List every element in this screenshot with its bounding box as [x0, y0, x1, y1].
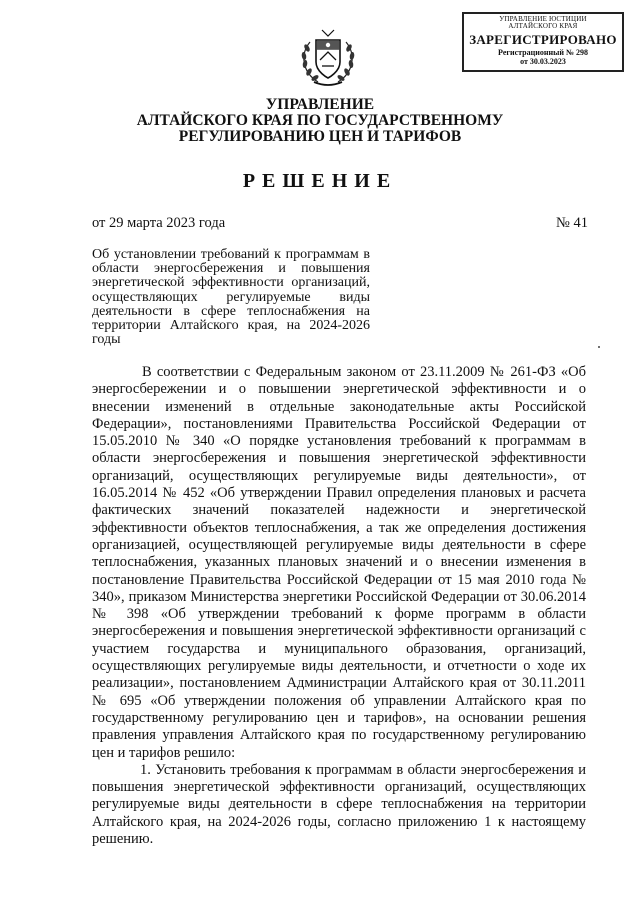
registration-stamp: [462, 12, 624, 72]
stamp-date: от 30.03.2023: [520, 57, 566, 66]
decision-item-1: 1. Установить требования к программам в области энергосбережения и повышения энергетической эффективности организаций, осуществляющих регулируемые виды деятельности в сфере теплоснабжения на территории Алтайского края, на 2024-2026 годы, согласно приложению 1 к настоящему решению.: [92, 761, 586, 848]
authority-line1: УПРАВЛЕНИЕ: [265, 96, 375, 113]
document-date: от 29 марта 2023 года: [92, 215, 226, 231]
stamp-org-line2: АЛТАЙСКОГО КРАЯ: [508, 22, 578, 30]
issuing-authority-title: [0, 97, 640, 145]
document-type-heading: РЕШЕНИЕ: [242, 170, 398, 192]
document-number: № 41: [556, 215, 588, 231]
authority-line3: РЕГУЛИРОВАНИЮ ЦЕН И ТАРИФОВ: [178, 128, 462, 145]
authority-line2: АЛТАЙСКОГО КРАЯ ПО ГОСУДАРСТВЕННОМУ: [136, 112, 504, 129]
stamp-org-line1: УПРАВЛЕНИЕ ЮСТИЦИИ: [499, 15, 587, 23]
stamp-title: ЗАРЕГИСТРИРОВАНО: [469, 32, 617, 47]
document-subject: Об установлении требований к программам в области энергосбережения и повышения энергетической эффективности организаций, осуществляющих регулируемые виды деятельности в сфере теплоснабжения на территории Алтайского края, на 2024-2026 годы: [92, 247, 370, 348]
stamp-registration-number: Регистрационный № 298: [498, 48, 588, 57]
altai-krai-coat-of-arms-icon: [296, 26, 360, 90]
scan-speck: [598, 346, 600, 348]
preamble-paragraph: В соответствии с Федеральным законом от 23.11.2009 № 261-ФЗ «Об энергосбережении и о повышении энергетической эффективности и о внесении изменений в отдельные законодательные акты Российской Федерации», постановлениями Правительства Российской Федерации от 15.05.2010 № 340 «О порядке установления требований к программам в области энергосбережения и повышения энергетической эффективности организаций, осуществляющих регулируемые виды деятельности», от 16.05.2014 № 452 «Об утверждении Правил определения плановых и расчета фактических значений показателей надежности и энергетической эффективности объектов теплоснабжения, а так же определения достижения организацией, осуществляющей регулируемые виды деятельности в сфере теплоснабжения, указанных плановых значений и о внесении изменения в постановление Правительства Российской Федерации от 15 мая 2010 года № 340», приказом Министерства энергетики Российской Федерации от 30.06.2014 № 398 «Об утверждении требований к форме программ в области энергосбережения и повышения энергетической эффективности организаций с участием государства и муниципального образования, организаций, осуществляющих регулируемые виды деятельности, и отчетности о ходе их реализации», постановлением Администрации Алтайского края от 30.11.2011 № 695 «Об утверждении положения об управлении Алтайского края по государственному регулированию цен и тарифов», на основании решения правления управления Алтайского края по государственному регулированию цен и тарифов решило:: [92, 364, 586, 761]
document-body: [92, 364, 586, 848]
